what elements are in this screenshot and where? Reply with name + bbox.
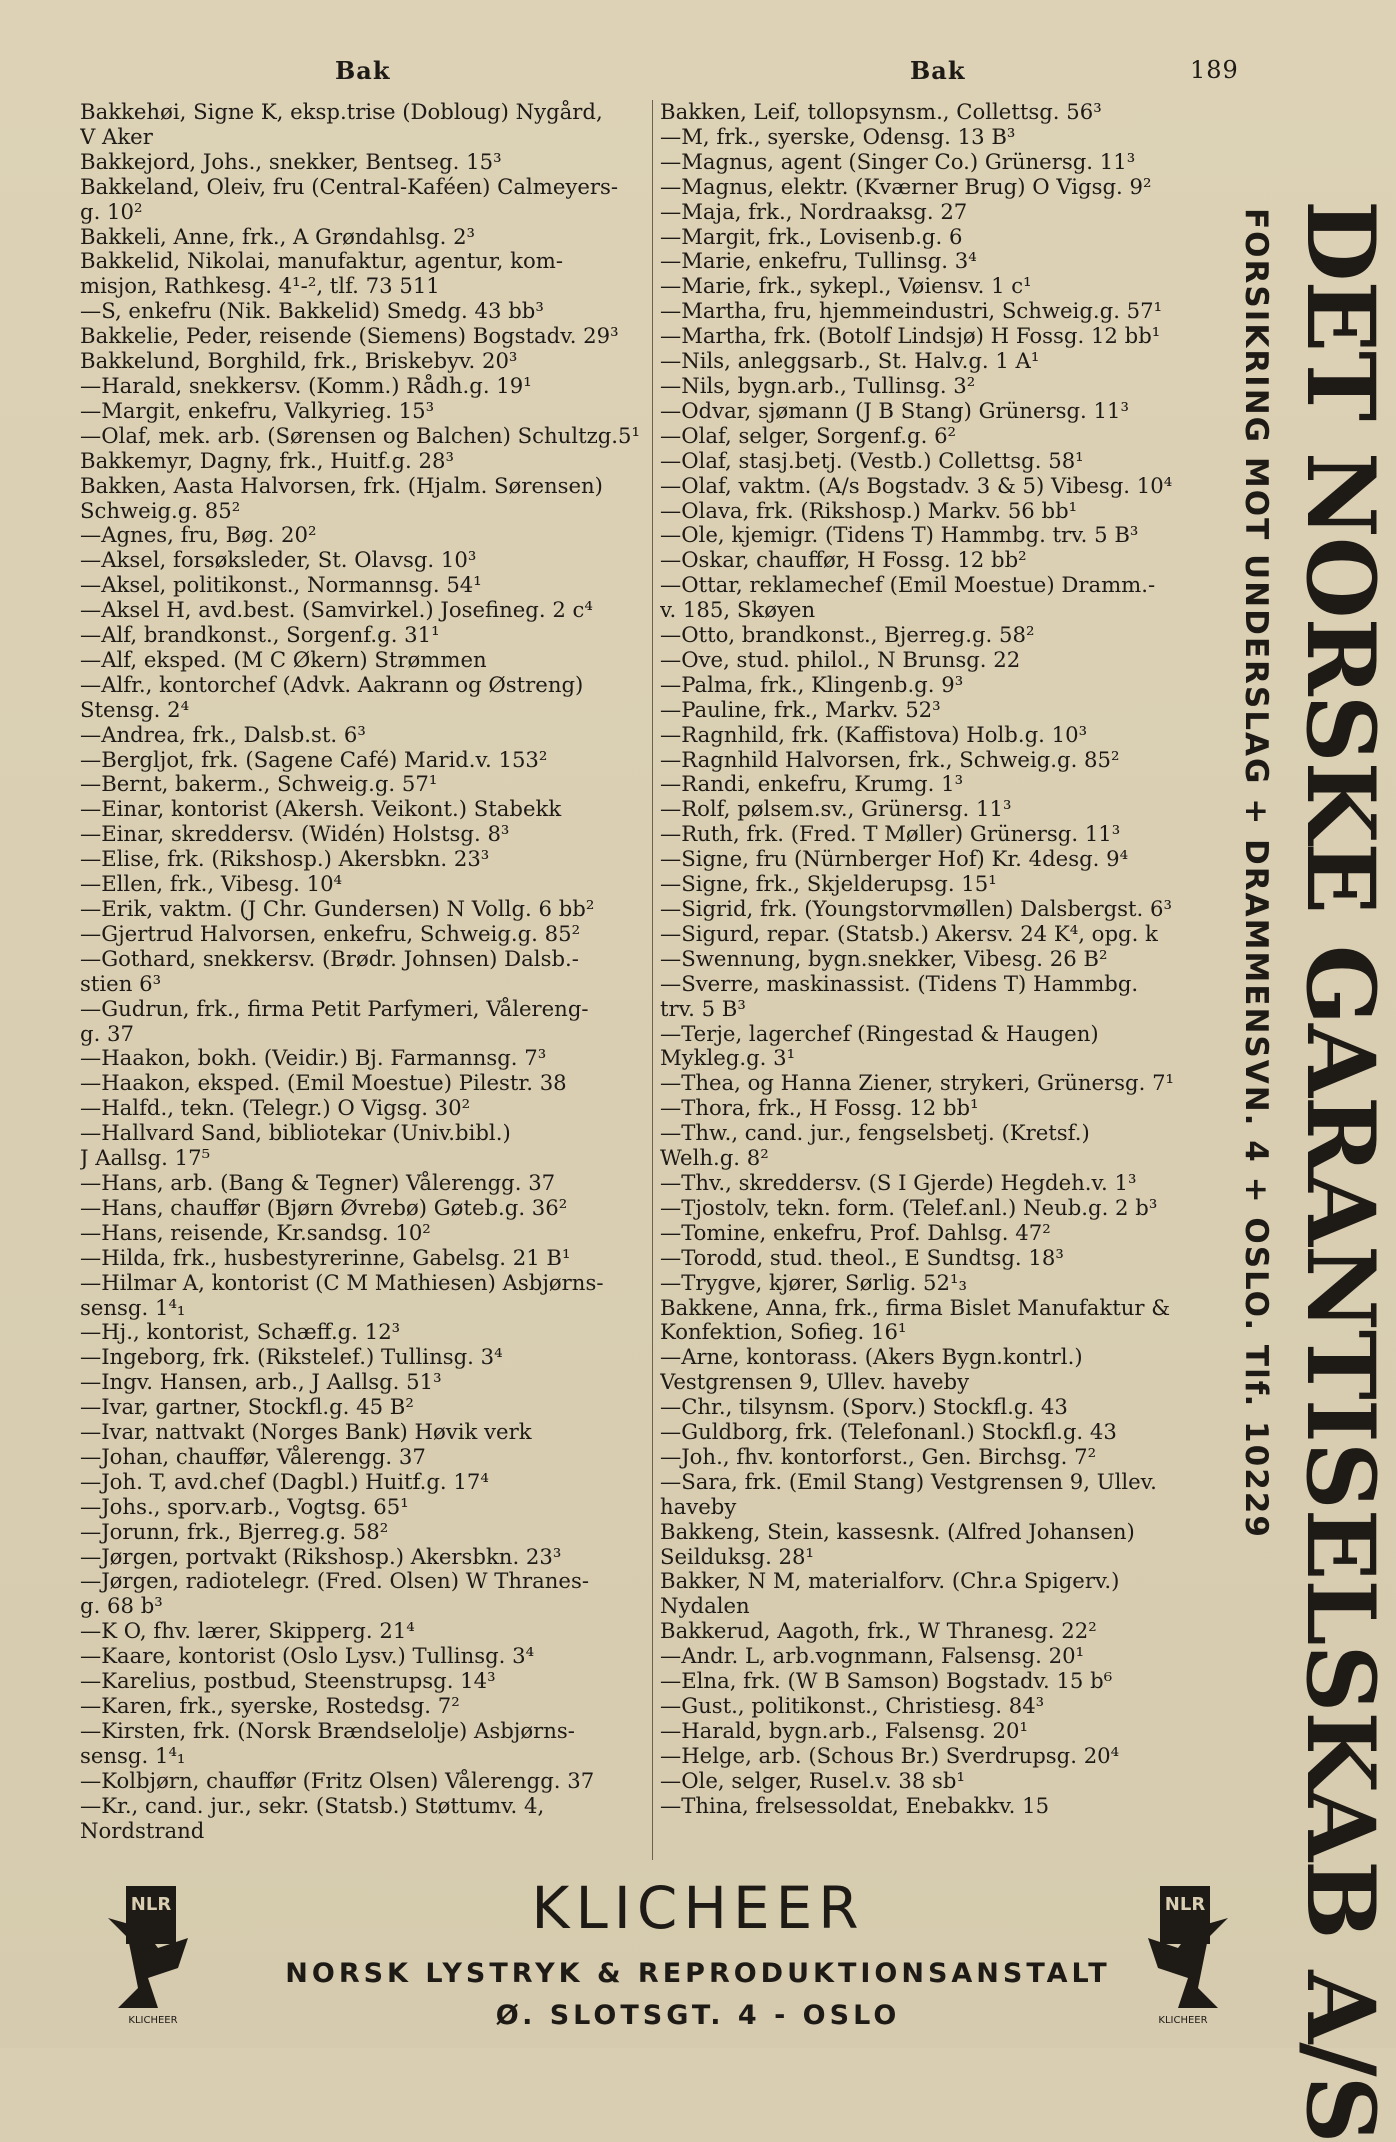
directory-entry-line: —Guldborg, frk. (Telefonanl.) Stockfl.g. 43 bbox=[660, 1420, 1117, 1445]
directory-entry-line: —Ingv. Hansen, arb., J Aallsg. 51³ bbox=[80, 1370, 442, 1395]
directory-entry-line: —Erik, vaktm. (J Chr. Gundersen) N Vollg. 6 bb² bbox=[80, 897, 595, 921]
directory-entry-line: —Joh. T, avd.chef (Dagbl.) Huitf.g. 17⁴ bbox=[80, 1469, 489, 1494]
directory-entry-line: —Johan, chauffør, Vålerengg. 37 bbox=[80, 1444, 426, 1469]
directory-entry-line: —Karelius, postbud, Steenstrupsg. 14³ bbox=[80, 1669, 496, 1694]
directory-entry-line: —Margit, frk., Lovisenb.g. 6 bbox=[660, 224, 963, 249]
directory-entry-line: —Gudrun, frk., firma Petit Parfymeri, Vålereng- bbox=[80, 996, 589, 1021]
directory-entry-line: —Martha, fru, hjemmeindustri, Schweig.g. 57¹ bbox=[660, 299, 1163, 324]
directory-entry-line: Bakkemyr, Dagny, frk., Huitf.g. 28³ bbox=[80, 448, 454, 473]
directory-entry-line: —Nils, bygn.arb., Tullinsg. 3² bbox=[660, 373, 976, 398]
directory-entry-line: —Hans, reisende, Kr.sandsg. 10² bbox=[80, 1220, 431, 1245]
directory-entry-line: V Aker bbox=[80, 124, 153, 149]
directory-entry-line: —Jørgen, radiotelegr. (Fred. Olsen) W Thranes- bbox=[80, 1569, 589, 1594]
directory-entry-line: stien 6³ bbox=[80, 971, 162, 996]
directory-entry-line: Mykleg.g. 3¹ bbox=[660, 1046, 796, 1071]
nlr-logo-icon bbox=[1118, 1878, 1248, 2028]
directory-entry-line: —Ragnhild, frk. (Kaffistova) Holb.g. 10³ bbox=[660, 722, 1088, 747]
directory-entry-line: Bakkelund, Borghild, frk., Briskebyv. 20³ bbox=[80, 349, 518, 374]
directory-entry-line: —Gust., politikonst., Christiesg. 84³ bbox=[660, 1694, 1045, 1718]
logo-right-text: NLR bbox=[1164, 1894, 1206, 1915]
directory-entry-line: —S, enkefru (Nik. Bakkelid) Smedg. 43 bb³ bbox=[80, 299, 544, 324]
directory-entry-line: —Oskar, chauffør, H Fossg. 12 bb² bbox=[660, 548, 1027, 573]
directory-entry-line: —Ellen, frk., Vibesg. 10⁴ bbox=[80, 872, 343, 897]
directory-entry-line: —Halfd., tekn. (Telegr.) O Vigsg. 30² bbox=[80, 1096, 471, 1121]
directory-entry-line: —Einar, skreddersv. (Widén) Holstsg. 8³ bbox=[80, 822, 510, 847]
directory-entry-line: Nordstrand bbox=[80, 1818, 205, 1843]
directory-entry-line: Bakkerud, Aagoth, frk., W Thranesg. 22² bbox=[660, 1619, 1097, 1644]
directory-entry-line: Bakkelid, Nikolai, manufaktur, agentur, kom- bbox=[80, 249, 563, 274]
directory-entry-line: Nydalen bbox=[660, 1594, 750, 1619]
directory-entry-line: Bakkeng, Stein, kassesnk. (Alfred Johansen) bbox=[660, 1519, 1135, 1544]
directory-entry-line: —Jorunn, frk., Bjerreg.g. 58² bbox=[80, 1519, 389, 1544]
directory-entry-line: —Kaare, kontorist (Oslo Lysv.) Tullinsg. 3⁴ bbox=[80, 1644, 535, 1669]
directory-entry-line: —M, frk., syerske, Odensg. 13 B³ bbox=[660, 124, 1016, 149]
directory-entry-line: —Rolf, pølsem.sv., Grünersg. 11³ bbox=[660, 797, 1012, 822]
ad-title: KLICHEER bbox=[531, 1874, 865, 1942]
directory-entry-line: —Aksel H, avd.best. (Samvirkel.) Josefineg. 2 c⁴ bbox=[80, 598, 593, 623]
directory-entry-line: Bakker, N M, materialforv. (Chr.a Spigerv.) bbox=[660, 1569, 1120, 1594]
directory-entry-line: —Thw., cand. jur., fengselsbetj. (Kretsf.) bbox=[660, 1121, 1090, 1146]
directory-entry-line: —Bernt, bakerm., Schweig.g. 57¹ bbox=[80, 772, 438, 797]
directory-entry-line: —Hallvard Sand, bibliotekar (Univ.bibl.) bbox=[80, 1121, 511, 1146]
directory-entry-line: Bakkehøi, Signe K, eksp.trise (Dobloug) Nygård, bbox=[80, 100, 603, 124]
directory-entry-line: Bakkejord, Johs., snekker, Bentseg. 15³ bbox=[80, 149, 502, 174]
ad-address-line: Ø. SLOTSGT. 4 - OSLO bbox=[495, 2000, 901, 2031]
directory-entry-line: —Otto, brandkonst., Bjerreg.g. 58² bbox=[660, 623, 1035, 648]
directory-entry-line: —Odvar, sjømann (J B Stang) Grünersg. 11³ bbox=[660, 398, 1129, 423]
directory-entry-line: Bakkeland, Oleiv, fru (Central-Kaféen) Calmeyers- bbox=[80, 174, 619, 199]
directory-entry-line: —Aksel, forsøksleder, St. Olavsg. 10³ bbox=[80, 548, 477, 573]
directory-entry-line: —Aksel, politikonst., Normannsg. 54¹ bbox=[80, 573, 482, 598]
directory-entry-line: —Elna, frk. (W B Samson) Bogstadv. 15 b⁶ bbox=[660, 1669, 1113, 1694]
directory-entry-line: Vestgrensen 9, Ullev. haveby bbox=[660, 1370, 970, 1395]
directory-entry-line: —Andr. L, arb.vognmann, Falsensg. 20¹ bbox=[660, 1644, 1085, 1669]
directory-entry-line: —Kirsten, frk. (Norsk Brændselolje) Asbjørns- bbox=[80, 1718, 575, 1743]
directory-entry-line: —Olaf, stasj.betj. (Vestb.) Collettsg. 58¹ bbox=[660, 448, 1084, 473]
directory-entry-line: —Sigrid, frk. (Youngstorvmøllen) Dalsbergst. 6³ bbox=[660, 897, 1172, 921]
directory-entry-line: —Alf, eksped. (M C Økern) Strømmen bbox=[80, 647, 487, 672]
directory-entry-line: —Olaf, selger, Sorgenf.g. 6² bbox=[660, 423, 957, 448]
page-number: 189 bbox=[1190, 56, 1239, 84]
directory-entry-line: —Alfr., kontorchef (Advk. Aakrann og Østreng) bbox=[80, 672, 584, 697]
directory-entry-line: —Hilda, frk., husbestyrerinne, Gabelsg. 21 B¹ bbox=[80, 1245, 571, 1270]
directory-entry-line: —Signe, fru (Nürnberger Hof) Kr. 4desg. 9⁴ bbox=[660, 847, 1129, 872]
directory-entry-line: —Jørgen, portvakt (Rikshosp.) Akersbkn. 23³ bbox=[80, 1544, 562, 1569]
directory-entry-line: —Olaf, vaktm. (A/s Bogstadv. 3 & 5) Vibesg. 10⁴ bbox=[660, 473, 1173, 498]
directory-entry-line: misjon, Rathkesg. 4¹-², tlf. 73 511 bbox=[80, 274, 440, 299]
right-column bbox=[660, 100, 1230, 1819]
directory-entry-line: Stensg. 2⁴ bbox=[80, 697, 190, 722]
directory-entry-line: Bakkeli, Anne, frk., A Grøndahlsg. 2³ bbox=[80, 224, 476, 249]
side-advertisement bbox=[1232, 200, 1395, 2142]
directory-entry-line: —Karen, frk., syerske, Rostedsg. 7² bbox=[80, 1694, 460, 1718]
directory-entry-line: Welh.g. 8² bbox=[660, 1146, 769, 1171]
left-column bbox=[80, 100, 650, 1843]
directory-entry-line: —Randi, enkefru, Krumg. 1³ bbox=[660, 772, 964, 797]
directory-entry-line: —Arne, kontorass. (Akers Bygn.kontrl.) bbox=[660, 1345, 1083, 1370]
directory-entry-line: —K O, fhv. lærer, Skipperg. 21⁴ bbox=[80, 1619, 415, 1644]
column-divider bbox=[652, 100, 653, 1860]
directory-entry-line: Schweig.g. 85² bbox=[80, 498, 241, 523]
directory-entry-line: —Einar, kontorist (Akersh. Veikont.) Stabekk bbox=[80, 797, 562, 822]
directory-entry-line: —Harald, snekkersv. (Komm.) Rådh.g. 19¹ bbox=[80, 373, 532, 398]
directory-entry-line: —Ivar, nattvakt (Norges Bank) Høvik verk bbox=[80, 1420, 532, 1445]
directory-entry-line: —Ingeborg, frk. (Rikstelef.) Tullinsg. 3⁴ bbox=[80, 1345, 503, 1370]
side-ad-company-name: DET NORSKE GARANTISELSKAB A/S bbox=[1285, 200, 1395, 2142]
directory-entry-line: —Sara, frk. (Emil Stang) Vestgrensen 9, Ullev. bbox=[660, 1469, 1157, 1494]
directory-entry-line: Bakkelie, Peder, reisende (Siemens) Bogstadv. 29³ bbox=[80, 324, 619, 349]
directory-entry-line: Konfektion, Sofieg. 16¹ bbox=[660, 1320, 907, 1345]
directory-entry-line: —Ole, kjemigr. (Tidens T) Hammbg. trv. 5 B³ bbox=[660, 523, 1139, 548]
directory-entry-line: —Maja, frk., Nordraaksg. 27 bbox=[660, 199, 968, 224]
directory-entry-line: —Margit, enkefru, Valkyrieg. 15³ bbox=[80, 398, 435, 423]
directory-entry-line: —Gjertrud Halvorsen, enkefru, Schweig.g. 85² bbox=[80, 921, 581, 946]
directory-entry-line: —Andrea, frk., Dalsb.st. 6³ bbox=[80, 722, 366, 747]
directory-entry-line: —Harald, bygn.arb., Falsensg. 20¹ bbox=[660, 1718, 1028, 1743]
directory-entry-line: —Magnus, agent (Singer Co.) Grünersg. 11³ bbox=[660, 149, 1136, 174]
directory-entry-line: —Helge, arb. (Schous Br.) Sverdrupsg. 20⁴ bbox=[660, 1743, 1120, 1768]
directory-entry-line: —Olaf, mek. arb. (Sørensen og Balchen) Schultzg.5¹ bbox=[80, 423, 641, 448]
directory-entry-line: g. 10² bbox=[80, 199, 143, 224]
directory-entry-line: —Swennung, bygn.snekker, Vibesg. 26 B² bbox=[660, 946, 1108, 971]
directory-entry-line: —Thea, og Hanna Ziener, strykeri, Grünersg. 7¹ bbox=[660, 1071, 1175, 1096]
directory-entry-line: —Hans, chauffør (Bjørn Øvrebø) Gøteb.g. 36² bbox=[80, 1195, 568, 1220]
directory-entry-line: —Martha, frk. (Botolf Lindsjø) H Fossg. 12 bb¹ bbox=[660, 324, 1161, 349]
left-header-word: Bak bbox=[335, 56, 391, 85]
directory-entry-line: —Sverre, maskinassist. (Tidens T) Hammbg. bbox=[660, 971, 1139, 996]
right-header-word: Bak bbox=[910, 56, 966, 85]
logo-left-caption: KLICHEER bbox=[128, 2015, 178, 2026]
directory-entry-line: —Olava, frk. (Rikshosp.) Markv. 56 bb¹ bbox=[660, 498, 1078, 523]
directory-entry-line: —Terje, lagerchef (Ringestad & Haugen) bbox=[660, 1021, 1099, 1046]
directory-entry-line: —Elise, frk. (Rikshosp.) Akersbkn. 23³ bbox=[80, 847, 490, 872]
logo-left-text: NLR bbox=[130, 1894, 172, 1915]
directory-entry-line: —Torodd, stud. theol., E Sundtsg. 18³ bbox=[660, 1245, 1064, 1270]
directory-entry-line: —Haakon, bokh. (Veidir.) Bj. Farmannsg. 7³ bbox=[80, 1046, 547, 1071]
directory-entry-line: —Haakon, eksped. (Emil Moestue) Pilestr. 38 bbox=[80, 1071, 567, 1096]
ad-company-line: NORSK LYSTRYK & REPRODUKTIONSANSTALT bbox=[285, 1958, 1111, 1989]
directory-entry-line: —Joh., fhv. kontorforst., Gen. Birchsg. 7² bbox=[660, 1444, 1097, 1469]
directory-entry-line: haveby bbox=[660, 1494, 737, 1519]
directory-entry-line: —Ruth, frk. (Fred. T Møller) Grünersg. 11³ bbox=[660, 822, 1121, 847]
directory-entry-line: —Ove, stud. philol., N Brunsg. 22 bbox=[660, 647, 1021, 672]
directory-entry-line: —Johs., sporv.arb., Vogtsg. 65¹ bbox=[80, 1494, 409, 1519]
directory-entry-line: —Tomine, enkefru, Prof. Dahlsg. 47² bbox=[660, 1220, 1051, 1245]
directory-entry-line: —Sigurd, repar. (Statsb.) Akersv. 24 K⁴, opg. k bbox=[660, 921, 1158, 946]
directory-entry-line: —Hilmar A, kontorist (C M Mathiesen) Asbjørns- bbox=[80, 1270, 604, 1295]
directory-entry-line: —Kr., cand. jur., sekr. (Statsb.) Støttumv. 4, bbox=[80, 1793, 545, 1818]
directory-entry-line: —Thora, frk., H Fossg. 12 bb¹ bbox=[660, 1096, 979, 1121]
directory-entry-line: —Ragnhild Halvorsen, frk., Schweig.g. 85² bbox=[660, 747, 1120, 772]
directory-entry-line: g. 68 b³ bbox=[80, 1594, 163, 1619]
directory-entry-line: —Marie, frk., sykepl., Vøiensv. 1 c¹ bbox=[660, 274, 1032, 299]
side-ad-details: FORSIKRING MOT UNDERSLAG + DRAMMENSVN. 4 + OSLO. Tlf. 10229 bbox=[1238, 208, 1274, 1539]
directory-entry-line: —Ivar, gartner, Stockfl.g. 45 B² bbox=[80, 1395, 414, 1420]
directory-entry-line: v. 185, Skøyen bbox=[660, 598, 816, 623]
directory-entry-line: sensg. 1⁴₁ bbox=[80, 1295, 186, 1320]
directory-entry-line: Bakkene, Anna, frk., firma Bislet Manufaktur & bbox=[660, 1295, 1171, 1320]
directory-entry-line: —Gothard, snekkersv. (Brødr. Johnsen) Dalsb.- bbox=[80, 946, 579, 971]
directory-entry-line: —Bergljot, frk. (Sagene Café) Marid.v. 153² bbox=[80, 747, 548, 772]
directory-entry-line: —Thina, frelsessoldat, Enebakkv. 15 bbox=[660, 1793, 1050, 1818]
directory-entry-line: Bakken, Leif, tollopsynsm., Collettsg. 56³ bbox=[660, 100, 1102, 124]
directory-entry-line: —Palma, frk., Klingenb.g. 9³ bbox=[660, 672, 964, 697]
directory-entry-line: trv. 5 B³ bbox=[660, 996, 746, 1021]
directory-entry-line: —Chr., tilsynsm. (Sporv.) Stockfl.g. 43 bbox=[660, 1395, 1068, 1420]
directory-entry-line: —Marie, enkefru, Tullinsg. 3⁴ bbox=[660, 249, 977, 274]
directory-entry-line: —Signe, frk., Skjelderupsg. 15¹ bbox=[660, 872, 997, 897]
directory-entry-line: —Ottar, reklamechef (Emil Moestue) Dramm.- bbox=[660, 573, 1156, 598]
directory-entry-line: —Nils, anleggsarb., St. Halv.g. 1 A¹ bbox=[660, 349, 1040, 374]
directory-entry-line: —Ole, selger, Rusel.v. 38 sb¹ bbox=[660, 1768, 965, 1793]
directory-entry-line: Bakken, Aasta Halvorsen, frk. (Hjalm. Sørensen) bbox=[80, 473, 603, 498]
logo-right-caption: KLICHEER bbox=[1158, 2015, 1208, 2026]
directory-entry-line: —Magnus, elektr. (Kværner Brug) O Vigsg. 9² bbox=[660, 174, 1152, 199]
directory-entry-line: sensg. 1⁴₁ bbox=[80, 1743, 186, 1768]
directory-entry-line: —Trygve, kjører, Sørlig. 52¹₃ bbox=[660, 1270, 967, 1295]
directory-entry-line: J Aallsg. 17⁵ bbox=[80, 1146, 211, 1171]
bottom-advertisement bbox=[0, 1860, 1396, 2048]
directory-entry-line: —Thv., skreddersv. (S I Gjerde) Hegdeh.v. 1³ bbox=[660, 1170, 1137, 1195]
directory-entry-line: —Alf, brandkonst., Sorgenf.g. 31¹ bbox=[80, 623, 440, 648]
directory-entry-line: —Kolbjørn, chauffør (Fritz Olsen) Vålerengg. 37 bbox=[80, 1768, 595, 1793]
directory-entry-line: —Tjostolv, tekn. form. (Telef.anl.) Neub.g. 2 b³ bbox=[660, 1195, 1158, 1220]
directory-entry-line: —Hans, arb. (Bang & Tegner) Vålerengg. 37 bbox=[80, 1170, 556, 1195]
directory-entry-line: —Pauline, frk., Markv. 52³ bbox=[660, 697, 941, 722]
directory-entry-line: —Agnes, fru, Bøg. 20² bbox=[80, 523, 317, 548]
directory-entry-line: —Hj., kontorist, Schæff.g. 12³ bbox=[80, 1320, 401, 1345]
directory-entry-line: Seilduksg. 28¹ bbox=[660, 1544, 815, 1569]
directory-entry-line: g. 37 bbox=[80, 1021, 134, 1046]
